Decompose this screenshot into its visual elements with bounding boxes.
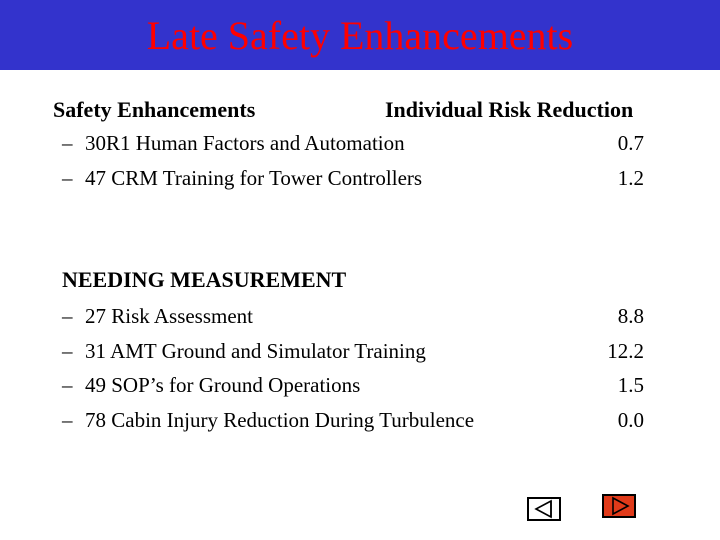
- list-item-value: 0.7: [617, 131, 644, 155]
- previous-slide-button[interactable]: [527, 497, 561, 521]
- list-item-label: 78 Cabin Injury Reduction During Turbulence: [85, 408, 475, 432]
- triangle-right-icon: [604, 496, 634, 516]
- list-dash: –: [62, 373, 73, 397]
- list-item-label: 47 CRM Training for Tower Controllers: [85, 166, 423, 190]
- list-item: [62, 370, 644, 400]
- header-safety-enhancements: Safety Enhancements: [53, 97, 256, 122]
- list-item-label: 31 AMT Ground and Simulator Training: [85, 339, 426, 363]
- list-dash: –: [62, 166, 73, 190]
- list-item: [62, 163, 644, 193]
- next-slide-button[interactable]: [602, 494, 636, 518]
- header-individual-risk-reduction: Individual Risk Reduction: [385, 97, 634, 122]
- list-item-value: 0.0: [617, 408, 644, 432]
- list-item-label: 30R1 Human Factors and Automation: [85, 131, 405, 155]
- list-dash: –: [62, 131, 73, 155]
- slide-title: Late Safety Enhancements: [146, 13, 574, 58]
- list-item-label: 49 SOP’s for Ground Operations: [85, 373, 361, 397]
- list-dash: –: [62, 408, 73, 432]
- list-item: [62, 336, 644, 366]
- list-dash: –: [62, 339, 73, 363]
- list-item-value: 1.5: [617, 373, 644, 397]
- section-heading-needing-measurement: NEEDING MEASUREMENT: [62, 267, 347, 292]
- list-item: [62, 405, 644, 435]
- list-item-value: 8.8: [617, 304, 644, 328]
- list-item: [62, 301, 644, 331]
- list-dash: –: [62, 304, 73, 328]
- triangle-left-icon: [529, 499, 559, 519]
- list-item-value: 12.2: [607, 339, 644, 363]
- list-item-label: 27 Risk Assessment: [85, 304, 254, 328]
- list-item: [62, 128, 644, 158]
- list-item-value: 1.2: [617, 166, 644, 190]
